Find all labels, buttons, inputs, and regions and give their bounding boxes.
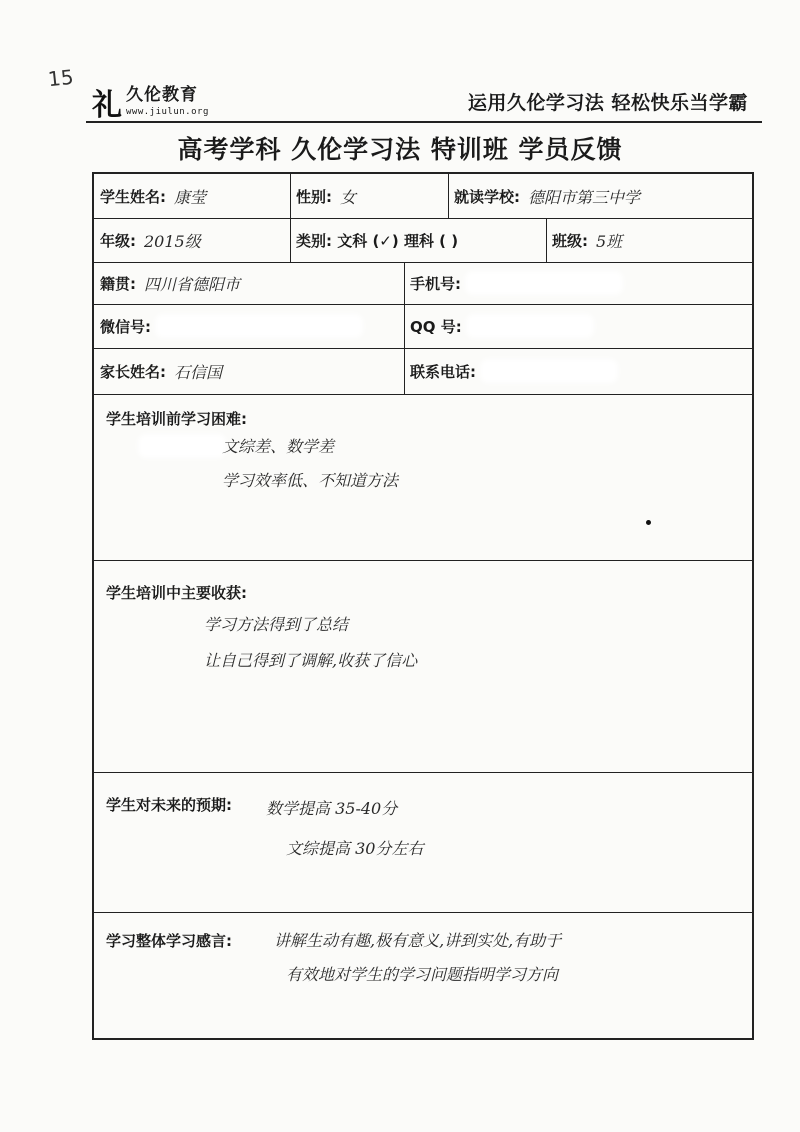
redacted-qq (470, 318, 590, 334)
gains-line-2: 让自己得到了调解,收获了信心 (204, 651, 418, 670)
phone-cell (404, 262, 756, 304)
grade-label: 年级: (100, 231, 136, 250)
expectations-section (94, 772, 756, 912)
overall-section (94, 912, 756, 1038)
logo-url: www.jiulun.org (126, 107, 209, 117)
gains-section (94, 560, 756, 772)
overall-line-1: 讲解生动有趣,极有意义,讲到实处,有助于 (274, 931, 562, 950)
difficulties-line-1: 文综差、数学差 (222, 437, 335, 456)
parent-label: 家长姓名: (100, 362, 166, 381)
gender-label: 性别: (296, 187, 332, 206)
page-number: 15 (46, 64, 75, 92)
difficulties-label: 学生培训前学习困难: (106, 410, 247, 428)
redacted-wechat (159, 318, 359, 334)
class-label: 班级: (552, 231, 588, 250)
qq-cell (404, 304, 756, 348)
logo-name: 久伦教育 (126, 85, 198, 105)
origin-value: 四川省德阳市 (144, 274, 241, 294)
feedback-form (92, 172, 754, 1040)
redacted-note (142, 438, 222, 454)
header-divider (86, 121, 762, 123)
gender-cell (290, 174, 448, 218)
class-cell (546, 218, 756, 262)
expectations-line-2: 文综提高 30分左右 (286, 839, 424, 858)
redacted-contact (484, 363, 614, 379)
redacted-phone (469, 275, 619, 291)
expectations-label: 学生对未来的预期: (106, 796, 232, 814)
gains-label: 学生培训中主要收获: (106, 584, 247, 602)
overall-label: 学习整体学习感言: (106, 932, 232, 950)
expectations-line-1: 数学提高 35-40分 (266, 799, 398, 818)
gains-line-1: 学习方法得到了总结 (204, 615, 349, 634)
overall-line-2: 有效地对学生的学习问题指明学习方向 (286, 965, 559, 984)
phone-label: 手机号: (410, 274, 461, 293)
parent-value: 石信国 (174, 362, 223, 382)
page-title: 高考学科 久伦学习法 特训班 学员反馈 (177, 135, 623, 164)
type-cell (290, 218, 546, 262)
difficulties-line-2: 学习效率低、不知道方法 (222, 471, 399, 490)
contact-cell (404, 348, 756, 394)
type-label: 类别: 文科 (✓) 理科 ( ) (296, 231, 459, 250)
name-cell (94, 174, 290, 218)
slogan: 运用久伦学习法 轻松快乐当学霸 (467, 92, 748, 114)
logo (92, 84, 209, 123)
school-label: 就读学校: (454, 187, 520, 206)
qq-label: QQ 号: (410, 317, 462, 336)
name-label: 学生姓名: (100, 187, 166, 206)
difficulties-section (94, 394, 756, 560)
gender-value: 女 (340, 187, 357, 207)
name-value: 康莹 (174, 187, 207, 207)
class-value: 5班 (596, 231, 623, 251)
grade-cell (94, 218, 290, 262)
origin-label: 籍贯: (100, 274, 136, 293)
origin-cell (94, 262, 404, 304)
school-value: 德阳市第三中学 (528, 187, 641, 207)
school-cell (448, 174, 756, 218)
wechat-label: 微信号: (100, 317, 151, 336)
wechat-cell (94, 304, 404, 348)
parent-cell (94, 348, 404, 394)
logo-icon: 礼 (92, 88, 122, 123)
ink-spot (646, 520, 651, 525)
contact-label: 联系电话: (410, 362, 476, 381)
grade-value: 2015级 (144, 231, 201, 251)
